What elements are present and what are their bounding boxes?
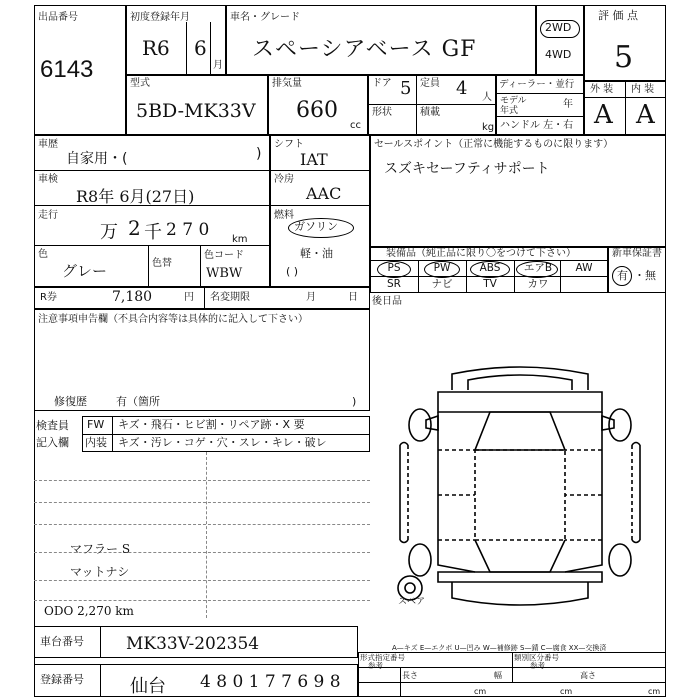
recycle-value: 7,180 bbox=[112, 289, 153, 305]
equip-navi: ナビ bbox=[431, 278, 453, 290]
equipment-label: 装備品（純正品に限り〇をつけて下さい） bbox=[386, 248, 576, 259]
equip-circle-abs bbox=[470, 261, 510, 278]
cat-label: 類別区分番号 bbox=[514, 653, 559, 662]
inspector-label-2: 記入欄 bbox=[36, 436, 69, 449]
height-label: 高さ bbox=[580, 671, 596, 680]
equip-ps: PS bbox=[387, 262, 401, 274]
note-line-1: マフラー S bbox=[70, 542, 131, 556]
cert-col2 bbox=[400, 667, 401, 697]
sales-point-box bbox=[370, 135, 666, 247]
ref-label-1: 参考 bbox=[368, 661, 383, 670]
usage-value: 自家用・( bbox=[66, 151, 128, 167]
mileage-man: 万 bbox=[100, 222, 118, 243]
length-label: 長さ bbox=[402, 671, 418, 680]
door-rule bbox=[368, 104, 496, 105]
mileage-label: 走行 bbox=[38, 210, 58, 221]
mileage-2: 2 bbox=[128, 216, 141, 240]
note-line-3: ODO 2,270 km bbox=[44, 604, 134, 618]
equip-leather: カワ bbox=[527, 278, 549, 290]
lot-label: 出品番号 bbox=[38, 12, 78, 23]
cert-rule2 bbox=[358, 682, 666, 683]
note-line bbox=[34, 480, 370, 481]
fuel-gas: ガソリン bbox=[294, 220, 338, 233]
model-year-label: モデル年式 bbox=[500, 96, 527, 116]
spare-label: スペア bbox=[398, 597, 426, 607]
reg-label: 登録番号 bbox=[40, 673, 84, 686]
first-reg-label: 初度登録年月 bbox=[130, 12, 190, 23]
equip-tv: TV bbox=[483, 278, 497, 290]
note-line-2: マットナシ bbox=[70, 565, 130, 579]
drive-4wd: 4WD bbox=[545, 48, 572, 61]
repair-close: ) bbox=[352, 395, 357, 408]
title-month: 月 bbox=[306, 292, 316, 303]
inspector-label-1: 検査員 bbox=[36, 419, 69, 432]
score-value: 5 bbox=[614, 40, 634, 75]
note-line bbox=[34, 600, 370, 601]
reg-digits: 4 8 0 1 7 7 6 9 8 bbox=[200, 672, 341, 692]
equip-pw: PW bbox=[433, 262, 451, 274]
codes-divider bbox=[112, 416, 113, 452]
first-reg-divider2 bbox=[210, 22, 211, 75]
mileage-rest: 2 7 0 bbox=[166, 220, 210, 240]
yen-unit: 円 bbox=[184, 292, 194, 303]
dealer-label: ディーラー・並行 bbox=[499, 79, 575, 90]
door-label: ドア bbox=[372, 78, 392, 89]
aircon-label: 冷房 bbox=[274, 174, 294, 185]
door-value: 5 bbox=[400, 78, 412, 99]
kg-unit: kg bbox=[482, 122, 495, 133]
equip-sr: SR bbox=[387, 278, 401, 290]
cm-2: cm bbox=[560, 687, 573, 696]
note-line bbox=[34, 524, 370, 525]
cert-col bbox=[512, 652, 513, 682]
warranty-label: 新車保証書 bbox=[612, 248, 662, 259]
color-label: 色 bbox=[38, 249, 48, 260]
load-label: 積載 bbox=[420, 107, 440, 118]
displacement-value: 660 bbox=[296, 98, 338, 123]
car-body-diagram bbox=[380, 350, 660, 620]
door-divider bbox=[416, 75, 417, 135]
row-rule-1 bbox=[34, 170, 370, 171]
ext-int-rule bbox=[584, 97, 666, 98]
width-label: 幅 bbox=[494, 671, 502, 680]
equip-col bbox=[560, 260, 561, 293]
warranty-yes: 有 bbox=[617, 269, 628, 282]
equip-abs: ABS bbox=[479, 262, 501, 274]
shape-label: 形状 bbox=[372, 107, 392, 118]
model-label: 型式 bbox=[130, 78, 150, 89]
title-change-label: 名変期限 bbox=[210, 292, 250, 303]
attention-label: 注意事項申告欄（不具合内容等は具体的に記入して下さい） bbox=[38, 314, 308, 325]
legend: A—キズ E—エクボ U—凹み W—補修跡 S—錆 C—腐食 XX—交換済 bbox=[392, 644, 607, 652]
warranty-no: ・無 bbox=[634, 269, 656, 282]
name-grade-label: 車名・グレード bbox=[230, 12, 300, 23]
rear-label: 後日品 bbox=[372, 296, 402, 307]
cm-3: cm bbox=[648, 687, 661, 696]
cm-1: cm bbox=[474, 687, 487, 696]
equip-col bbox=[418, 260, 419, 293]
codes-rule bbox=[82, 434, 370, 435]
color-divider bbox=[148, 245, 149, 287]
usage-close: ) bbox=[256, 146, 262, 162]
inspection-label: 車検 bbox=[38, 174, 58, 185]
ext-int-divider bbox=[625, 81, 626, 135]
shift-value: IAT bbox=[300, 150, 328, 169]
note-col bbox=[206, 452, 207, 618]
chassis-label: 車台番号 bbox=[40, 635, 84, 648]
fuel-paren: ( ) bbox=[286, 265, 299, 278]
shape-cert-label: 形式指定番号 bbox=[360, 653, 405, 662]
reg-divider bbox=[100, 664, 101, 697]
int-label: 内 装 bbox=[631, 84, 655, 95]
equip-col bbox=[466, 260, 467, 293]
fw-label: FW bbox=[87, 418, 105, 431]
int-grade: A bbox=[636, 100, 655, 130]
color-divider2 bbox=[200, 245, 201, 287]
repair-value: 有（箇所 bbox=[116, 395, 160, 408]
fw-codes: キズ・飛石・ヒビ割・リペア跡・X 要 bbox=[118, 418, 305, 431]
recycle-row bbox=[34, 287, 370, 309]
chassis-value: MK33V-202354 bbox=[126, 634, 260, 654]
first-reg-month: 6 bbox=[194, 36, 207, 60]
sales-point-label: セールスポイント（正常に機能するものに限ります） bbox=[374, 139, 614, 150]
dealer-rule bbox=[496, 93, 584, 94]
km-unit: km bbox=[232, 234, 248, 245]
note-line bbox=[34, 502, 370, 503]
equip-col bbox=[514, 260, 515, 293]
capacity-value: 4 bbox=[456, 78, 468, 99]
color-value: グレー bbox=[62, 262, 108, 280]
fuel-kei: 軽・油 bbox=[300, 247, 333, 260]
inspection-value: R8年 6月(27日) bbox=[76, 187, 195, 206]
usage-label: 車歴 bbox=[38, 139, 58, 150]
color-code-label: 色コード bbox=[204, 250, 244, 261]
mileage-sen: 千 bbox=[144, 222, 162, 243]
capacity-label: 定員 bbox=[420, 78, 440, 89]
aircon-value: AAC bbox=[306, 184, 342, 203]
first-reg-era: R6 bbox=[142, 36, 170, 60]
lot-number: 6143 bbox=[40, 56, 94, 83]
model-value: 5BD-MK33V bbox=[136, 100, 256, 122]
note-line bbox=[34, 580, 370, 581]
reg-city: 仙台 bbox=[130, 676, 166, 697]
fuel-label: 燃料 bbox=[274, 210, 294, 221]
first-reg-divider bbox=[186, 22, 187, 75]
shift-label: シフト bbox=[274, 139, 304, 150]
ref-label-2: 参考 bbox=[530, 661, 545, 670]
score-label: 評 価 点 bbox=[598, 9, 638, 22]
color-code: WBW bbox=[206, 266, 243, 281]
displacement-label: 排気量 bbox=[272, 78, 302, 89]
chassis-divider bbox=[100, 626, 101, 658]
int-codes: キズ・汚レ・コゲ・穴・スレ・キレ・破レ bbox=[118, 436, 327, 449]
dealer-rule2 bbox=[496, 116, 584, 117]
person-unit: 人 bbox=[482, 92, 492, 103]
equip-airbag: エアB bbox=[523, 262, 553, 274]
equip-aw: AW bbox=[575, 262, 593, 274]
equip-circle-ps bbox=[377, 261, 411, 278]
month-unit: 月 bbox=[213, 60, 223, 71]
handle-label: ハンドル 左・右 bbox=[500, 120, 574, 131]
equip-circle-airbag bbox=[516, 261, 558, 278]
repair-label: 修復歴 bbox=[54, 395, 87, 408]
repaint-label: 色替 bbox=[152, 258, 172, 269]
recycle-label: R券 bbox=[40, 292, 57, 303]
title-day: 日 bbox=[348, 292, 358, 303]
int-code-label: 内装 bbox=[85, 436, 107, 449]
drive-box bbox=[536, 5, 584, 75]
equip-circle-pw bbox=[424, 261, 460, 278]
name-grade-value: スペーシアベース GF bbox=[252, 37, 477, 62]
drive-2wd: 2WD bbox=[545, 21, 572, 34]
sales-point-value: スズキセーフティサポート bbox=[384, 161, 550, 177]
year-unit: 年 bbox=[563, 99, 573, 110]
cc-unit: cc bbox=[350, 120, 361, 131]
ext-grade: A bbox=[594, 100, 613, 130]
ext-label: 外 装 bbox=[590, 84, 614, 95]
recycle-divider bbox=[204, 287, 205, 309]
